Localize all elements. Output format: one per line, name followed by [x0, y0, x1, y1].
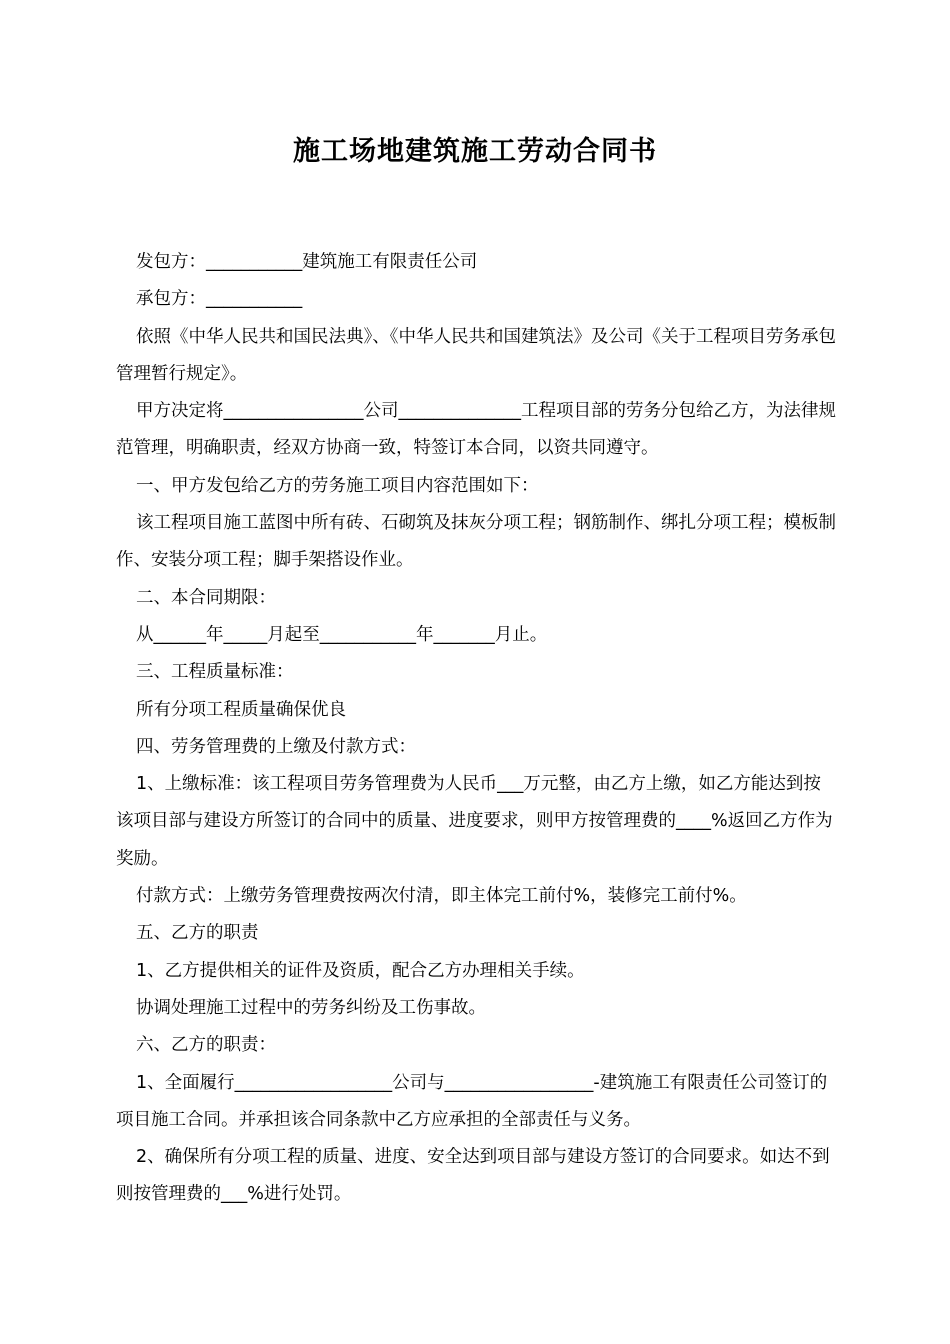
paragraph-subcontractor: 承包方：___________: [136, 289, 303, 310]
paragraph-scope: 该工程项目施工蓝图中所有砖、石砌筑及抹灰分项工程；钢筋制作、绑扎分项工程；模板制作、安装分项工程；脚手架搭设作业。: [116, 513, 836, 571]
section-heading-fees: 四、劳务管理费的上缴及付款方式：: [136, 736, 416, 757]
paragraph-duty-5-1: 1、乙方提供相关的证件及资质，配合乙方办理相关手续。: [136, 960, 585, 981]
paragraph-quality: 所有分项工程质量确保优良: [136, 699, 346, 720]
paragraph-contractor: 发包方：___________建筑施工有限责任公司: [136, 252, 478, 272]
section-heading-scope: 一、甲方发包给乙方的劳务施工项目内容范围如下：: [136, 475, 539, 496]
paragraph-duty-6-2: 2、确保所有分项工程的质量、进度、安全达到项目部与建设方签订的合同要求。如达不到则按管理费的___%进行处罚。: [116, 1147, 830, 1205]
document-body: [116, 244, 836, 1214]
paragraph-legal-basis: 依照《中华人民共和国民法典》、《中华人民共和国建筑法》及公司《关于工程项目劳务承包管理暂行规定》。: [116, 326, 836, 384]
document-title: 施工场地建筑施工劳动合同书: [293, 136, 657, 167]
section-heading-term: 二、本合同期限：: [136, 587, 276, 608]
paragraph-term: 从______年_____月起至___________年_______月止。: [136, 624, 548, 645]
paragraph-fee-standard: 1、上缴标准：该工程项目劳务管理费为人民币___万元整，由乙方上缴，如乙方能达到按该项目部与建设方所签订的合同中的质量、进度要求，则甲方按管理费的____%返回乙方作为奖励。: [116, 774, 833, 869]
paragraph-duty-5-2: 协调处理施工过程中的劳务纠纷及工伤事故。: [136, 997, 486, 1018]
section-heading-quality: 三、工程质量标准：: [136, 662, 294, 683]
paragraph-duty-6-1: 1、全面履行__________________公司与_________________-建筑施工有限责任公司签订的项目施工合同。并承担该合同条款中乙方应承担的全部责任与义务。: [116, 1072, 828, 1130]
paragraph-payment-method: 付款方式：上缴劳务管理费按两次付清，即主体完工前付%，装修完工前付%。: [136, 886, 747, 907]
section-heading-duties-6: 六、乙方的职责：: [136, 1035, 276, 1056]
section-heading-duties-5: 五、乙方的职责: [136, 923, 259, 944]
paragraph-agreement: 甲方决定将________________公司______________工程项目部的劳务分包给乙方，为法律规范管理，明确职责，经双方协商一致，特签订本合同，以资共同遵守。: [116, 401, 836, 459]
